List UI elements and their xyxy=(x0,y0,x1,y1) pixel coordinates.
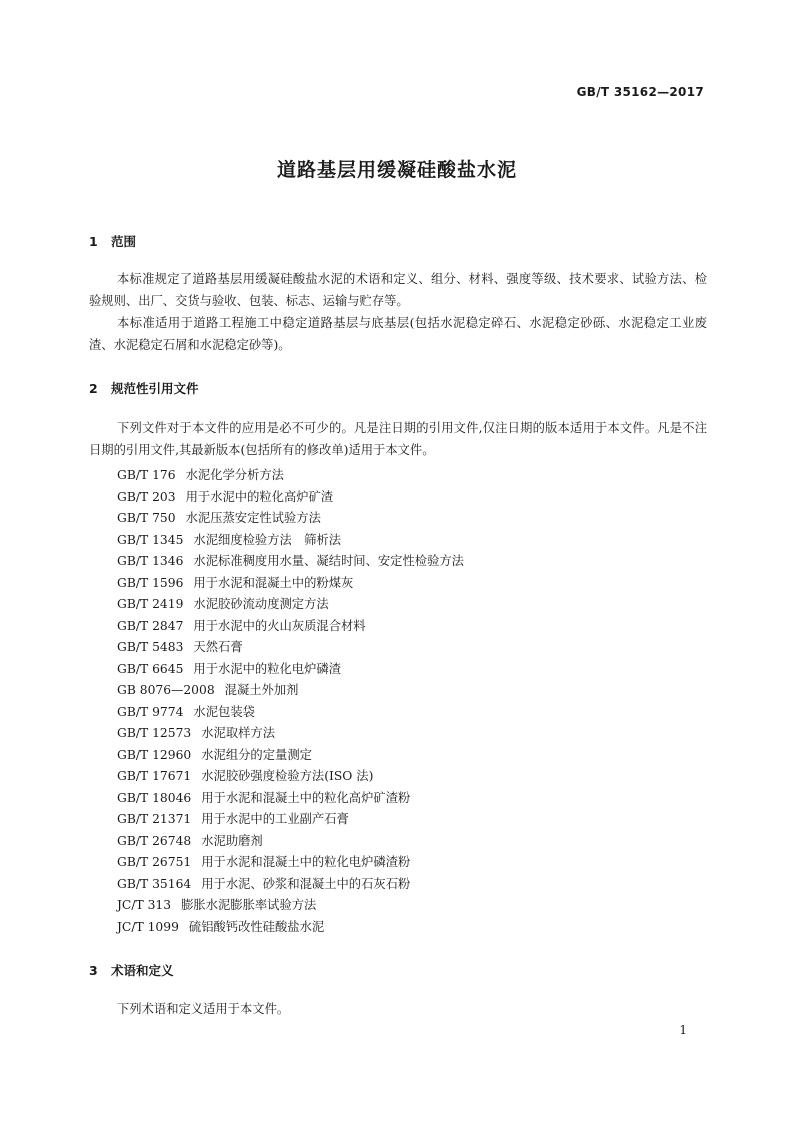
reference-title: 用于水泥中的火山灰质混合材料 xyxy=(193,618,366,633)
reference-item xyxy=(117,788,464,810)
reference-item xyxy=(117,702,464,724)
section-2-heading xyxy=(89,379,199,397)
section-3-heading xyxy=(89,961,174,979)
reference-title: 天然石膏 xyxy=(193,640,243,654)
section-title: 规范性引用文件 xyxy=(111,381,199,396)
reference-item xyxy=(117,766,464,788)
section-title: 范围 xyxy=(111,234,137,249)
reference-code: GB/T 9774 xyxy=(117,704,184,719)
section-1-paragraph-1: 本标准规定了道路基层用缓凝硅酸盐水泥的术语和定义、组分、材料、强度等级、技术要求、试验方法、检验规则、出厂、交货与验收、包装、标志、运输与贮存等。 xyxy=(89,272,707,308)
reference-item xyxy=(117,616,464,638)
reference-item xyxy=(117,487,464,509)
reference-title: 用于水泥和混凝土中的粉煤灰 xyxy=(193,575,354,590)
standard-number: GB/T 35162—2017 xyxy=(576,85,704,99)
reference-item xyxy=(117,831,464,853)
reference-title: 水泥包装袋 xyxy=(193,704,255,719)
reference-title: 用于水泥中的工业副产石膏 xyxy=(201,812,349,826)
section-number: 3 xyxy=(89,963,98,978)
reference-item xyxy=(117,465,464,487)
reference-title: 用于水泥和混凝土中的粒化高炉矿渣粉 xyxy=(201,790,411,805)
document-title: 道路基层用缓凝硅酸盐水泥 xyxy=(276,159,517,181)
reference-code: GB/T 26751 xyxy=(117,855,192,869)
reference-item xyxy=(117,895,464,917)
reference-title: 用于水泥、砂浆和混凝土中的石灰石粉 xyxy=(201,876,411,891)
reference-title: 混凝土外加剂 xyxy=(224,683,299,697)
reference-code: JC/T 313 xyxy=(117,898,172,912)
reference-item xyxy=(117,874,464,896)
reference-item xyxy=(117,508,464,530)
reference-code: GB/T 12573 xyxy=(117,726,192,740)
reference-item xyxy=(117,745,464,767)
reference-code: GB/T 5483 xyxy=(117,640,184,654)
reference-item xyxy=(117,852,464,874)
reference-item xyxy=(117,809,464,831)
reference-code: GB/T 176 xyxy=(117,468,176,482)
reference-code: JC/T 1099 xyxy=(117,919,179,934)
reference-title: 膨胀水泥膨胀率试验方法 xyxy=(181,898,317,912)
reference-code: GB 8076—2008 xyxy=(117,683,215,697)
reference-code: GB/T 2847 xyxy=(117,618,184,633)
reference-item xyxy=(117,723,464,745)
reference-code: GB/T 21371 xyxy=(117,812,192,826)
section-3-paragraph-1: 下列术语和定义适用于本文件。 xyxy=(117,1002,290,1016)
reference-title: 水泥压蒸安定性试验方法 xyxy=(185,511,321,525)
reference-item xyxy=(117,594,464,616)
reference-title: 水泥取样方法 xyxy=(201,726,276,740)
reference-title: 水泥胶砂强度检验方法(ISO 法) xyxy=(201,769,374,783)
reference-item xyxy=(117,530,464,552)
page-number: 1 xyxy=(679,1023,687,1037)
reference-code: GB/T 1346 xyxy=(117,554,184,568)
reference-code: GB/T 1345 xyxy=(117,532,184,547)
reference-title: 水泥组分的定量测定 xyxy=(201,747,312,762)
reference-code: GB/T 750 xyxy=(117,511,176,525)
section-2-paragraph-1: 下列文件对于本文件的应用是必不可少的。凡是注日期的引用文件,仅注日期的版本适用于本文件。凡是不注日期的引用文件,其最新版本(包括所有的修改单)适用于本文件。 xyxy=(89,421,707,457)
section-1-heading xyxy=(89,232,136,250)
section-title: 术语和定义 xyxy=(111,963,174,978)
reference-title: 水泥胶砂流动度测定方法 xyxy=(193,597,329,611)
reference-code: GB/T 203 xyxy=(117,489,176,504)
reference-item xyxy=(117,551,464,573)
reference-code: GB/T 26748 xyxy=(117,833,192,848)
reference-code: GB/T 18046 xyxy=(117,790,192,805)
reference-title: 用于水泥中的粒化高炉矿渣 xyxy=(185,489,334,504)
reference-code: GB/T 17671 xyxy=(117,769,192,783)
section-number: 2 xyxy=(89,381,98,396)
reference-item xyxy=(117,573,464,595)
reference-item xyxy=(117,680,464,702)
reference-item xyxy=(117,917,464,939)
reference-code: GB/T 12960 xyxy=(117,747,192,762)
reference-title: 硫铝酸钙改性硅酸盐水泥 xyxy=(188,919,325,934)
section-number: 1 xyxy=(89,234,98,249)
reference-code: GB/T 2419 xyxy=(117,597,184,611)
reference-code: GB/T 35164 xyxy=(117,876,192,891)
reference-title: 用于水泥和混凝土中的粒化电炉磷渣粉 xyxy=(201,855,411,869)
reference-item xyxy=(117,659,464,681)
reference-title: 水泥标准稠度用水量、凝结时间、安定性检验方法 xyxy=(193,554,464,568)
reference-list xyxy=(117,465,464,938)
reference-code: GB/T 1596 xyxy=(117,575,184,590)
reference-title: 水泥化学分析方法 xyxy=(185,468,284,482)
reference-title: 用于水泥中的粒化电炉磷渣 xyxy=(193,661,341,676)
reference-title: 水泥细度检验方法 筛析法 xyxy=(193,532,341,547)
reference-code: GB/T 6645 xyxy=(117,661,184,676)
reference-title: 水泥助磨剂 xyxy=(201,833,263,848)
section-1-paragraph-2: 本标准适用于道路工程施工中稳定道路基层与底基层(包括水泥稳定碎石、水泥稳定砂砾、水泥稳定工业废渣、水泥稳定石屑和水泥稳定砂等)。 xyxy=(89,316,707,352)
reference-item xyxy=(117,637,464,659)
